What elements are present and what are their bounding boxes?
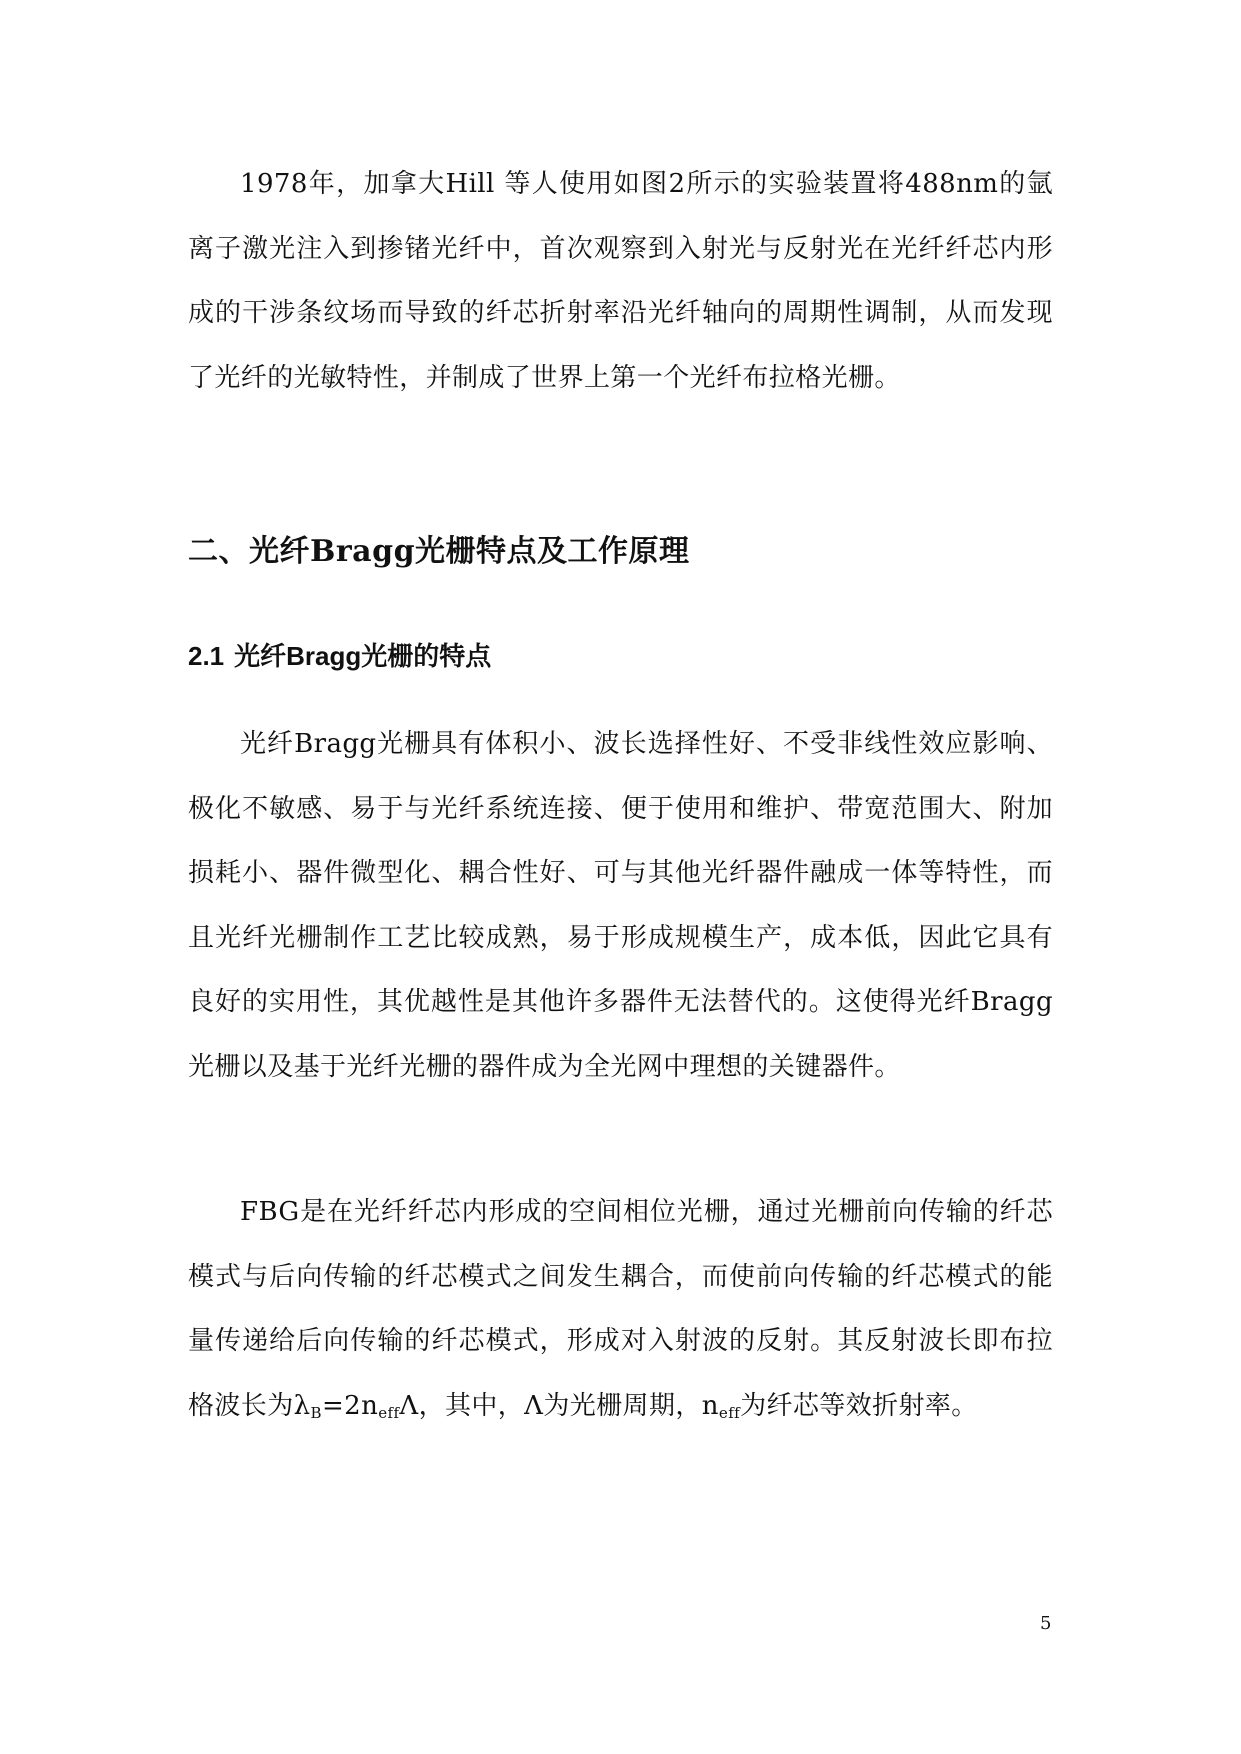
- fbg-paragraph: [188, 1180, 1053, 1438]
- fbg-text-before: FBG是在光纤纤芯内形成的空间相位光栅，通过光栅前向传输的纤芯模式与后向传输的纤芯模式之间发生耦合，而使前向传输的纤芯模式的能量传递给后向传输的纤芯模式，形成对入射波的反射。其反射波长即布拉格波长为: [188, 1197, 1053, 1421]
- subsection-title: 光纤Bragg光栅的特点: [234, 641, 492, 671]
- section-heading: 二、光纤Bragg光栅特点及工作原理: [188, 534, 690, 569]
- fbg-text-mid: 其中，Λ为光栅周期，: [444, 1390, 702, 1421]
- fbg-text-after: 为纤芯等效折射率。: [740, 1390, 978, 1421]
- n-subscript: eff: [718, 1403, 741, 1422]
- intro-paragraph: 1978年，加拿大Hill 等人使用如图2所示的实验装置将488nm的氩离子激光注入到掺锗光纤中，首次观察到入射光与反射光在光纤纤芯内形成的干涉条纹场而导致的纤芯折射率沿光纤轴向的周期性调制，从而发现了光纤的光敏特性，并制成了世界上第一个光纤布拉格光栅。: [188, 169, 1053, 393]
- subsection-number: 2.1: [188, 641, 225, 671]
- lambda-subscript: B: [310, 1403, 322, 1422]
- lambda-symbol: λ: [293, 1390, 311, 1421]
- n-symbol: n: [701, 1390, 719, 1421]
- bragg-equation: [294, 1391, 445, 1421]
- equation-middle: =2n: [321, 1390, 379, 1421]
- subsection-heading: [188, 636, 491, 673]
- equation-end: Λ，: [399, 1390, 445, 1421]
- page-number: 5: [1040, 1613, 1052, 1634]
- features-paragraph: 光纤Bragg光栅具有体积小、波长选择性好、不受非线性效应影响、极化不敏感、易于与光纤系统连接、便于使用和维护、带宽范围大、附加损耗小、器件微型化、耦合性好、可与其他光纤器件融成一体等特性，而且光纤光栅制作工艺比较成熟，易于形成规模生产，成本低，因此它具有良好的实用性，其优越性是其他许多器件无法替代的。这使得光纤Bragg光栅以及基于光纤光栅的器件成为全光网中理想的关键器件。: [188, 729, 1053, 1082]
- neff-subscript: eff: [378, 1403, 400, 1422]
